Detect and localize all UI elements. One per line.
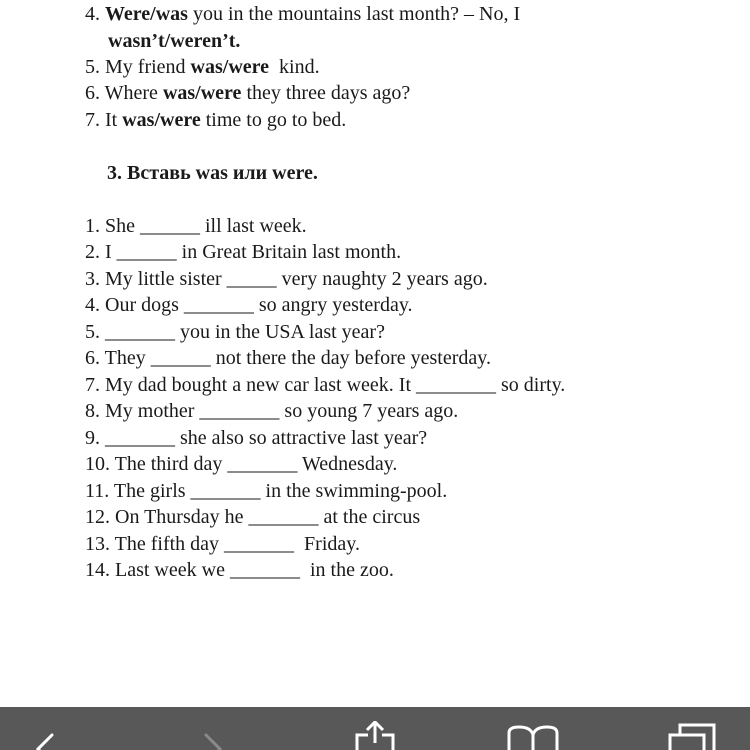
ex3-heading: 3. Вставь was или were.	[107, 162, 318, 184]
ex3-item: 4. Our dogs _______ so angry yesterday.	[85, 294, 413, 316]
share-icon[interactable]	[355, 721, 395, 750]
bookmarks-icon[interactable]	[507, 725, 559, 750]
ex2-item-7: 7. It was/were time to go to bed.	[85, 109, 347, 131]
ex3-item: 2. I ______ in Great Britain last month.	[85, 241, 402, 263]
ex3-item: 14. Last week we _______ in the zoo.	[85, 559, 394, 581]
ex3-item: 8. My mother ________ so young 7 years ago.	[85, 400, 459, 422]
tabs-icon[interactable]	[666, 723, 718, 750]
ex3-item: 1. She ______ ill last week.	[85, 215, 307, 237]
ex3-item: 11. The girls _______ in the swimming-pool.	[85, 480, 448, 502]
browser-toolbar	[0, 707, 750, 750]
ex2-item-5: 5. My friend was/were kind.	[85, 56, 320, 78]
ex3-item: 5. _______ you in the USA last year?	[85, 321, 385, 343]
ex2-item-6: 6. Where was/were they three days ago?	[85, 82, 411, 104]
ex3-item: 6. They ______ not there the day before yesterday.	[85, 347, 491, 369]
forward-icon[interactable]	[198, 733, 228, 750]
ex2-item-4-continuation: wasn’t/weren’t.	[108, 30, 241, 52]
back-icon[interactable]	[30, 733, 60, 750]
ex3-item: 9. _______ she also so attractive last year?	[85, 427, 428, 449]
ex2-item-4: 4. Were/was you in the mountains last month? – No, I	[85, 3, 521, 25]
ex3-item: 10. The third day _______ Wednesday.	[85, 453, 398, 475]
ex3-item: 13. The fifth day _______ Friday.	[85, 533, 360, 555]
ex3-item: 12. On Thursday he _______ at the circus	[85, 506, 421, 528]
ex3-item: 3. My little sister _____ very naughty 2 years ago.	[85, 268, 488, 290]
ex3-item: 7. My dad bought a new car last week. It ________ so dirty.	[85, 374, 566, 396]
